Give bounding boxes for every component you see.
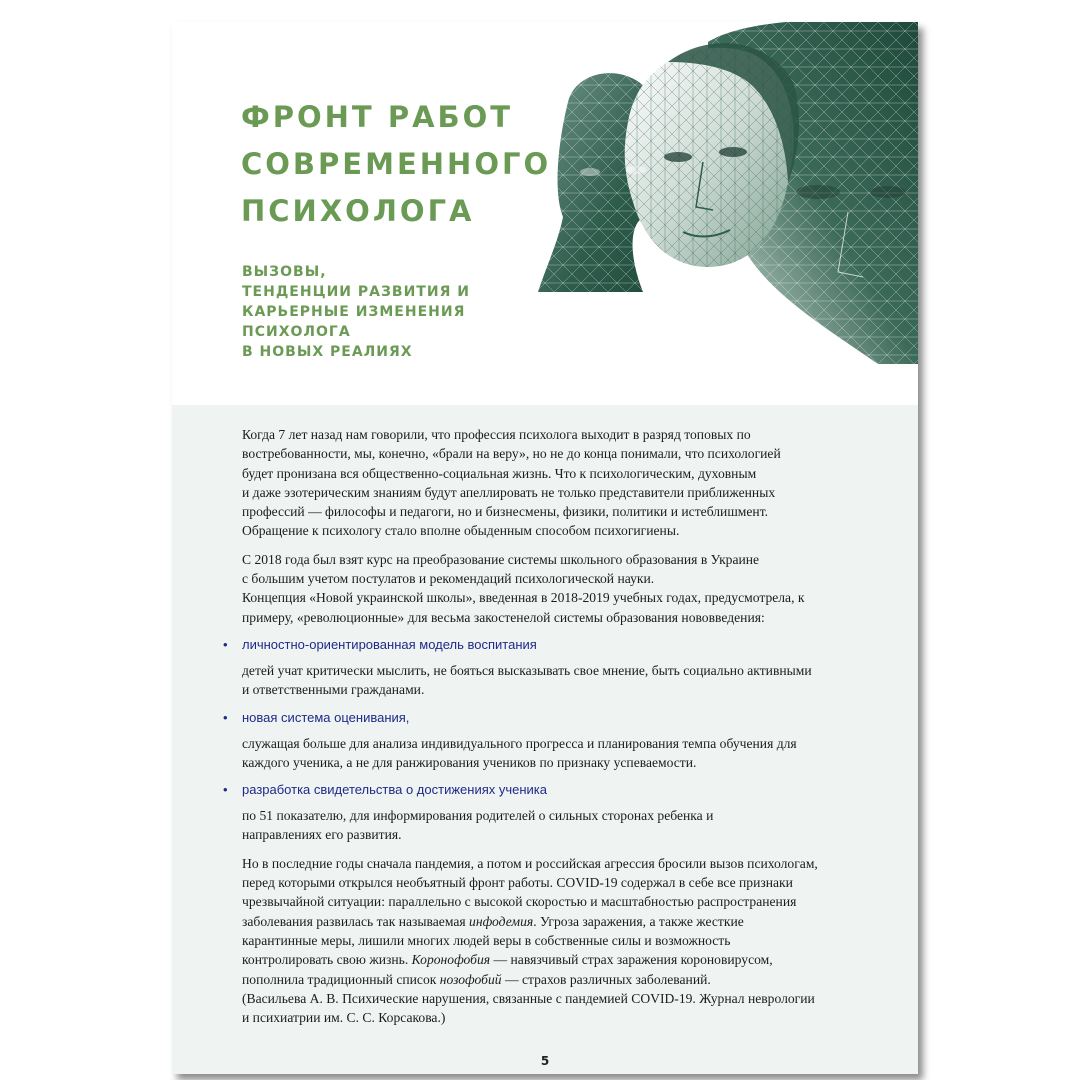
text-run: . Угроза заражения, а также жесткие [533,913,744,929]
bullet-description [242,734,902,773]
article-body [172,405,918,1074]
citation-line: (Васильева А. В. Психические нарушения, связанные с пандемией COVID-19. Журнал неврологии [242,990,815,1006]
text-line: перед которыми открылся необъятный фронт работы. COVID-19 содержал в себе все признаки [242,875,793,891]
subtitle-line: ТЕНДЕНЦИИ РАЗВИТИЯ И [242,284,470,300]
text-line: по 51 показателю, для информирования родителей о сильных сторонах ребенка и [242,808,714,824]
wireframe-faces-illustration [518,22,918,364]
text-line: востребованности, мы, конечно, «брали на веру», но не до конца понимали, что психологией [242,446,781,462]
bullet-heading: разработка свидетельства о достижениях ученика [242,782,548,798]
text-line: будет пронизана вся общественно-социальная жизнь. Что к психологическим, духовным [242,465,757,481]
text-line: каждого ученика, а не для ранжирования учеников по признаку успеваемости. [242,754,697,770]
bullet-dot-icon: • [223,636,228,652]
bullet-item [223,709,902,727]
text-run: заболевания развилась так называемая [242,913,470,929]
text-line: Обращение к психологу стало вполне обыденным способом психогигиены. [242,523,680,539]
bullet-heading: новая система оценивания, [242,709,410,725]
bullet-item [223,781,902,799]
text-line: С 2018 года был взят курс на преобразование системы школьного образования в Украине [242,551,760,567]
title-line: ПСИХОЛОГА [241,194,475,228]
subtitle-line: ПСИХОЛОГА [242,324,351,340]
bullet-description [242,661,902,700]
bullet-description [242,806,902,845]
text-line: с большим учетом постулатов и рекомендаций психологической науки. [242,571,655,587]
article-content [223,425,902,1036]
document-page [172,22,918,1074]
text-line: карантинные меры, лишили многих людей веры в собственные силы и возможность [242,932,731,948]
title-line: СОВРЕМЕННОГО [241,147,552,181]
page-title [241,94,551,235]
bullet-item [223,636,902,654]
text-line [242,970,902,989]
text-line: Когда 7 лет назад нам говорили, что профессия психолога выходит в разряд топовых по [242,427,751,442]
text-run: пополнила традиционный список [242,971,440,987]
text-run: — страхов различных заболеваний. [501,971,711,987]
text-run: контролировать свою жизнь. [242,952,412,968]
subtitle-line: ВЫЗОВЫ, [242,264,327,280]
text-line: Но в последние годы сначала пандемия, а потом и российская агрессия бросили вызов психологам, [242,855,818,871]
text-run: — навязчивый страх заражения короновирусом, [490,952,773,968]
subtitle-line: В НОВЫХ РЕАЛИЯХ [242,344,413,360]
text-line [242,912,902,931]
bullet-dot-icon: • [223,709,228,725]
bullet-dot-icon: • [223,782,228,798]
title-line: ФРОНТ РАБОТ [241,100,514,134]
intro-paragraph [242,425,902,541]
bullet-heading: личностно-ориентированная модель воспитания [242,636,537,652]
page-subtitle [242,262,470,362]
closing-paragraph [242,854,902,1028]
reform-paragraph [242,550,902,627]
italic-term: Коронофобия [411,952,491,968]
text-line: детей учат критически мыслить, не бояться высказывать свое мнение, быть социально активными [242,662,812,678]
italic-term: инфодемия [469,913,534,929]
text-line: служащая больше для анализа индивидуального прогресса и планирования темпа обучения для [242,735,797,751]
text-line: направлениях его развития. [242,827,402,843]
text-line: примеру, «революционные» для весьма закостенелой системы образования нововведения: [242,609,765,625]
citation-line: и психиатрии им. С. С. Корсакова.) [242,1010,446,1026]
text-line: чрезвычайной ситуации: параллельно с высокой скоростью и масштабностью распространения [242,894,797,910]
text-line: и ответственными гражданами. [242,682,425,698]
page-number: 5 [540,1054,550,1068]
text-line: профессий — философы и педагоги, но и бизнесмены, физики, политики и истеблишмент. [242,504,769,520]
italic-term: нозофобий [439,971,502,987]
subtitle-line: КАРЬЕРНЫЕ ИЗМЕНЕНИЯ [242,304,466,320]
header-section [172,22,918,405]
text-line: и даже эзотерическим знаниям будут апеллировать не только представители приближенных [242,484,776,500]
text-line: Концепция «Новой украинской школы», введенная в 2018-2019 учебных годах, предусмотрела, к [242,590,805,606]
text-line [242,950,902,969]
